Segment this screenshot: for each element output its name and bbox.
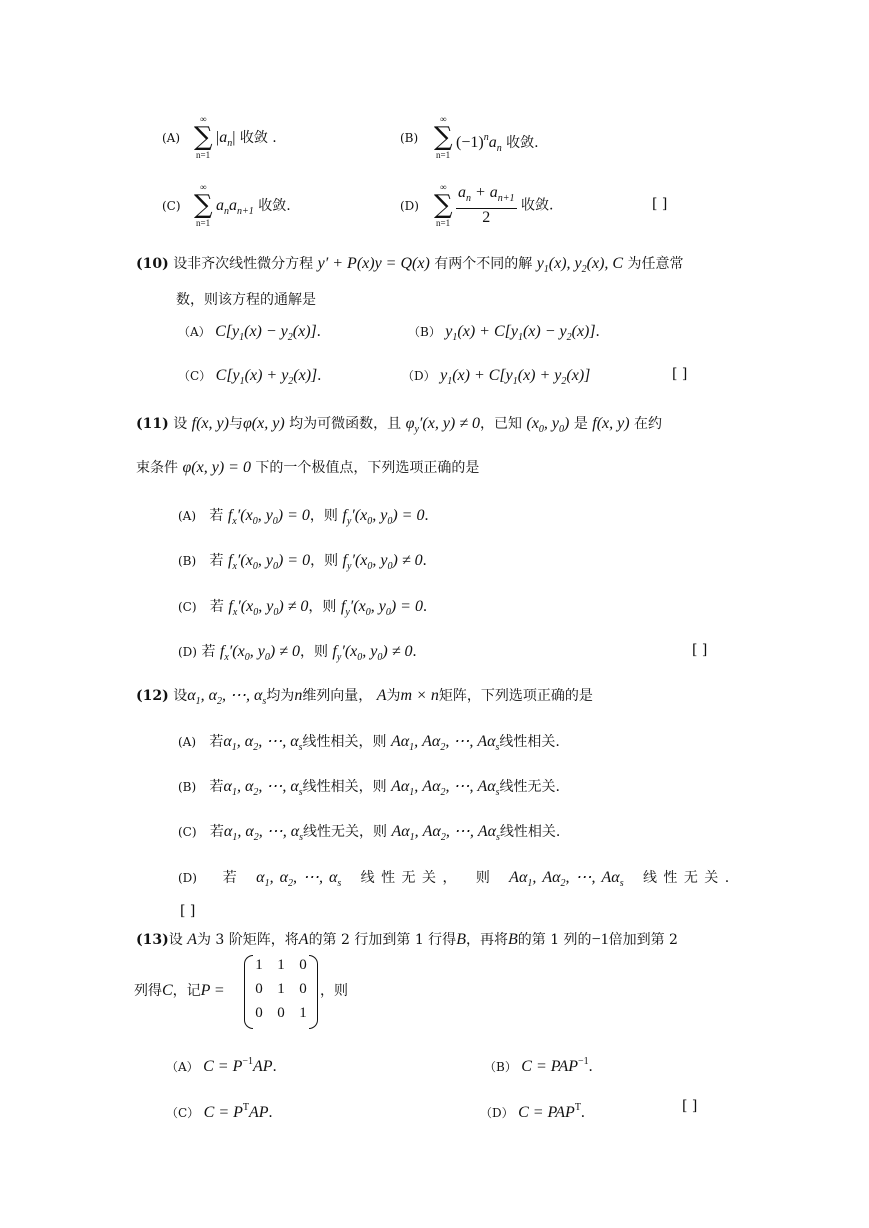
- sum-symbol: ∑: [434, 122, 453, 152]
- option-label: （B）: [484, 1060, 517, 1074]
- then-word: 则: [373, 824, 388, 840]
- q9-b-text: 收敛.: [506, 135, 539, 151]
- answer-bracket: [ ]: [180, 903, 196, 919]
- q9-c-text: 收敛.: [258, 198, 291, 214]
- then-word: 则: [324, 553, 339, 569]
- option-label: （A）: [178, 325, 211, 339]
- if-word: 若: [201, 644, 216, 660]
- option-label: (A): [178, 509, 197, 523]
- dependency-text: 线性无关: [303, 824, 360, 840]
- stem-text: 有两个不同的解: [434, 256, 533, 272]
- stem-text: 的第 1 列的: [517, 932, 592, 948]
- q11-stem-line1: (11) 设 f(x, y)与φ(x, y) 均为可微函数，且 $\varphi_y'(x$, y) ≠ 0，已知 ($x_0$, $y_0$) 是 f(x, y) 在约: [136, 415, 663, 435]
- stem-text: 设: [173, 688, 188, 704]
- stem-text: 设非齐次线性微分方程: [173, 256, 314, 272]
- stem-text: 为: [386, 688, 401, 704]
- q10-stem-line2: 数，则该方程的通解是: [176, 292, 316, 308]
- sum-lower-limit: n=1: [196, 218, 211, 228]
- q13-option-b: （B） $C = PAP^{-1}$.: [484, 1056, 593, 1075]
- option-label: (B): [178, 554, 197, 568]
- dependency-text: 线性相关: [302, 779, 359, 795]
- option-label: (A): [178, 735, 197, 749]
- fraction: $\frac{a_n + a_{n+1}}{2}$: [458, 184, 515, 226]
- stem-text: 的第 2 行加到第 1 行得: [308, 932, 457, 948]
- q13-stem-line1: (13)设 A为 3 阶矩阵，将A的第 2 行加到第 1 行得B，再将B的第 1 列的−1倍加到第 2: [136, 931, 678, 948]
- q11-option-a: (A) 若 $f_x'(x_0$, $y_0) = 0$，则 $f_y'(x_0$, $y_0) = 0$.: [178, 507, 429, 527]
- sum-lower-limit: n=1: [196, 150, 211, 160]
- q13-option-d: （D） $C = PAP^T$.: [480, 1102, 585, 1121]
- option-label: （B）: [408, 325, 441, 339]
- matrix-cell: 0: [277, 1005, 285, 1021]
- stem-text: 矩阵，下列选项正确的是: [438, 688, 593, 704]
- option-label: （C）: [178, 369, 212, 383]
- answer-bracket: [ ]: [692, 642, 708, 658]
- if-word: 若: [222, 870, 237, 886]
- matrix-p: [244, 955, 318, 1027]
- sum-upper-limit: ∞: [440, 114, 447, 124]
- if-word: 若: [209, 734, 224, 750]
- stem-text: 均为: [266, 688, 295, 704]
- then-word: 则: [323, 508, 338, 524]
- q11-option-b: (B) 若 $f_x'(x_0$, $y_0) = 0$，则 $f_y'(x_0$, $y_0) \ne 0$.: [178, 552, 427, 572]
- q11-option-d: (D) 若 $f_x'(x_0$, $y_0) \ne 0$，则 $f_y'(x_0$, $y_0) \ne 0$.: [178, 643, 417, 663]
- answer-bracket: [ ]: [672, 366, 688, 382]
- option-label: （C）: [166, 1106, 200, 1120]
- option-label: (D): [178, 871, 197, 885]
- sum-upper-limit: ∞: [440, 182, 447, 192]
- stem-text: ，记: [172, 983, 201, 999]
- q9-option-a: [162, 128, 180, 148]
- option-label: (B): [400, 131, 419, 145]
- if-word: 若: [209, 824, 224, 840]
- q11-stem-line2: 束条件 φ(x, y) = 0 下的一个极值点，下列选项正确的是: [136, 459, 480, 476]
- question-number: (13): [136, 932, 169, 948]
- stem-text: 与: [228, 416, 243, 432]
- answer-bracket: [ ]: [652, 196, 668, 212]
- q10-option-a: （A） $C[y_1(x) - y_2(x)]$.: [178, 323, 321, 343]
- q11-option-c: (C) 若 $f_x'(x_0$, $y_0) \ne 0$，则 $f_y'(x_0$, $y_0) = 0$.: [178, 598, 427, 618]
- q13-stem-end: ，则: [320, 983, 348, 999]
- q9-c-expr: $a_na_{n+1}$ 收敛.: [216, 197, 291, 217]
- question-number: (12): [136, 688, 169, 704]
- then-word: 则: [322, 599, 337, 615]
- matrix-cell: 0: [299, 981, 307, 997]
- sum-symbol: ∑: [194, 122, 213, 152]
- q9-b-expr: $(-1)^na_n$ 收敛.: [456, 132, 539, 154]
- stem-text: ，已知: [480, 416, 523, 432]
- q12-option-b: (B) 若$\alpha_1$, $\alpha_2$, ⋯, $\alpha_s$线性相关，则 $A\alpha_1$, $A\alpha_2$, ⋯, $A\alpha_s$线性无关.: [178, 778, 560, 798]
- dependency-text: 线性相关: [302, 734, 359, 750]
- matrix-cell: 1: [277, 957, 285, 973]
- stem-text: 设: [168, 932, 183, 948]
- if-word: 若: [209, 508, 224, 524]
- dependency-text: 线性相关: [499, 734, 556, 750]
- dependency-text: 线 性 无 关 .: [642, 870, 730, 886]
- q13-option-a: （A） $C = P^{-1}AP$.: [166, 1056, 277, 1075]
- sum-symbol: ∑: [434, 190, 453, 220]
- option-label: (A): [162, 131, 181, 145]
- q13-option-c: （C） $C = P^TAP$.: [166, 1102, 273, 1121]
- then-word: 则: [372, 734, 387, 750]
- q10-option-b: （B） $y_1(x) + C[y_1(x) - y_2(x)]$.: [408, 323, 600, 343]
- q13-stem-line2: 列得C，记P =: [134, 982, 224, 999]
- q10-stem-line1: (10) 设非齐次线性微分方程 y′ + P(x)y = Q(x) 有两个不同的解 $y_1(x)$, $y_2(x)$, C 为任意常: [136, 255, 684, 275]
- then-word: 则: [475, 870, 490, 886]
- q9-option-d: [400, 196, 419, 216]
- option-label: (C): [162, 199, 181, 213]
- q9-a-text: 收敛 .: [239, 130, 277, 146]
- matrix-cell: 1: [299, 1005, 307, 1021]
- stem-text: 下的一个极值点，下列选项正确的是: [255, 460, 480, 476]
- option-label: (B): [178, 780, 197, 794]
- answer-bracket: [ ]: [682, 1098, 698, 1114]
- stem-text: 设: [173, 416, 188, 432]
- then-word: 则: [313, 644, 328, 660]
- q12-option-c: (C) 若$\alpha_1$, $\alpha_2$, ⋯, $\alpha_s$线性无关，则 $A\alpha_1$, $A\alpha_2$, ⋯, $A\alpha_s$线性相关.: [178, 823, 561, 843]
- right-paren: [309, 955, 318, 1029]
- q12-option-a: (A) 若$\alpha_1$, $\alpha_2$, ⋯, $\alpha_s$线性相关，则 $A\alpha_1$, $A\alpha_2$, ⋯, $A\alpha_s$线性相关.: [178, 733, 560, 753]
- stem-text: 是: [573, 416, 588, 432]
- matrix-cell: 1: [277, 981, 285, 997]
- sum-lower-limit: n=1: [436, 218, 451, 228]
- sum-lower-limit: n=1: [436, 150, 451, 160]
- stem-text: 束条件: [136, 460, 178, 476]
- q9-option-c: [162, 196, 181, 216]
- question-number: (11): [136, 416, 169, 432]
- dependency-text: 线性相关: [499, 824, 556, 840]
- q9-d-expr: [456, 184, 553, 227]
- option-label: (D): [400, 199, 419, 213]
- stem-text: ，再将: [465, 932, 508, 948]
- option-label: (C): [178, 825, 197, 839]
- option-label: (C): [178, 600, 197, 614]
- sum-symbol: ∑: [194, 190, 213, 220]
- stem-text: 维列向量，: [302, 688, 373, 704]
- if-word: 若: [209, 553, 224, 569]
- if-word: 若: [209, 599, 224, 615]
- q10-option-c: （C） $C[y_1(x) + y_2(x)]$.: [178, 367, 322, 387]
- then-word: 则: [372, 779, 387, 795]
- dependency-text: 线 性 无 关 ，: [360, 870, 457, 886]
- q9-d-text: 收敛.: [521, 197, 554, 214]
- q9-a-expr: $|a_n|$ 收敛 .: [216, 129, 277, 149]
- option-label: （D）: [402, 369, 436, 383]
- option-label: (D): [178, 645, 197, 659]
- stem-text: 在约: [634, 416, 663, 432]
- stem-text: 为任意常: [627, 256, 684, 272]
- stem-text: 倍加到第 2: [608, 932, 678, 948]
- dependency-text: 线性无关: [499, 779, 556, 795]
- matrix-cell: 1: [255, 957, 263, 973]
- q12-stem: (12) 设$\alpha_1$, $\alpha_2$, ⋯, $\alpha_s$均为n维列向量， A为m × n矩阵，下列选项正确的是: [136, 687, 593, 707]
- stem-text: 列得: [134, 983, 162, 999]
- option-label: （D）: [480, 1106, 514, 1120]
- q10-option-d: （D） $y_1(x) + C[y_1(x) + y_2(x)]$: [402, 367, 591, 387]
- if-word: 若: [209, 779, 224, 795]
- sum-upper-limit: ∞: [200, 114, 207, 124]
- matrix-cell: 0: [255, 981, 263, 997]
- stem-text: 均为可微函数，且: [289, 416, 402, 432]
- matrix-cell: 0: [255, 1005, 263, 1021]
- matrix-cell: 0: [299, 957, 307, 973]
- sum-upper-limit: ∞: [200, 182, 207, 192]
- q9-option-b: [400, 128, 418, 148]
- stem-text: 为 3 阶矩阵，将: [196, 932, 299, 948]
- q12-option-d: (D) 若 $\alpha_1$, $\alpha_2$, ⋯, $\alpha_s$ 线 性 无 关 ， 则 $A\alpha_1$, $A\alpha_2$, ⋯, $A\alpha_s$ 线 性 无 关 .: [178, 869, 730, 889]
- question-number: (10): [136, 256, 169, 272]
- option-label: （A）: [166, 1060, 199, 1074]
